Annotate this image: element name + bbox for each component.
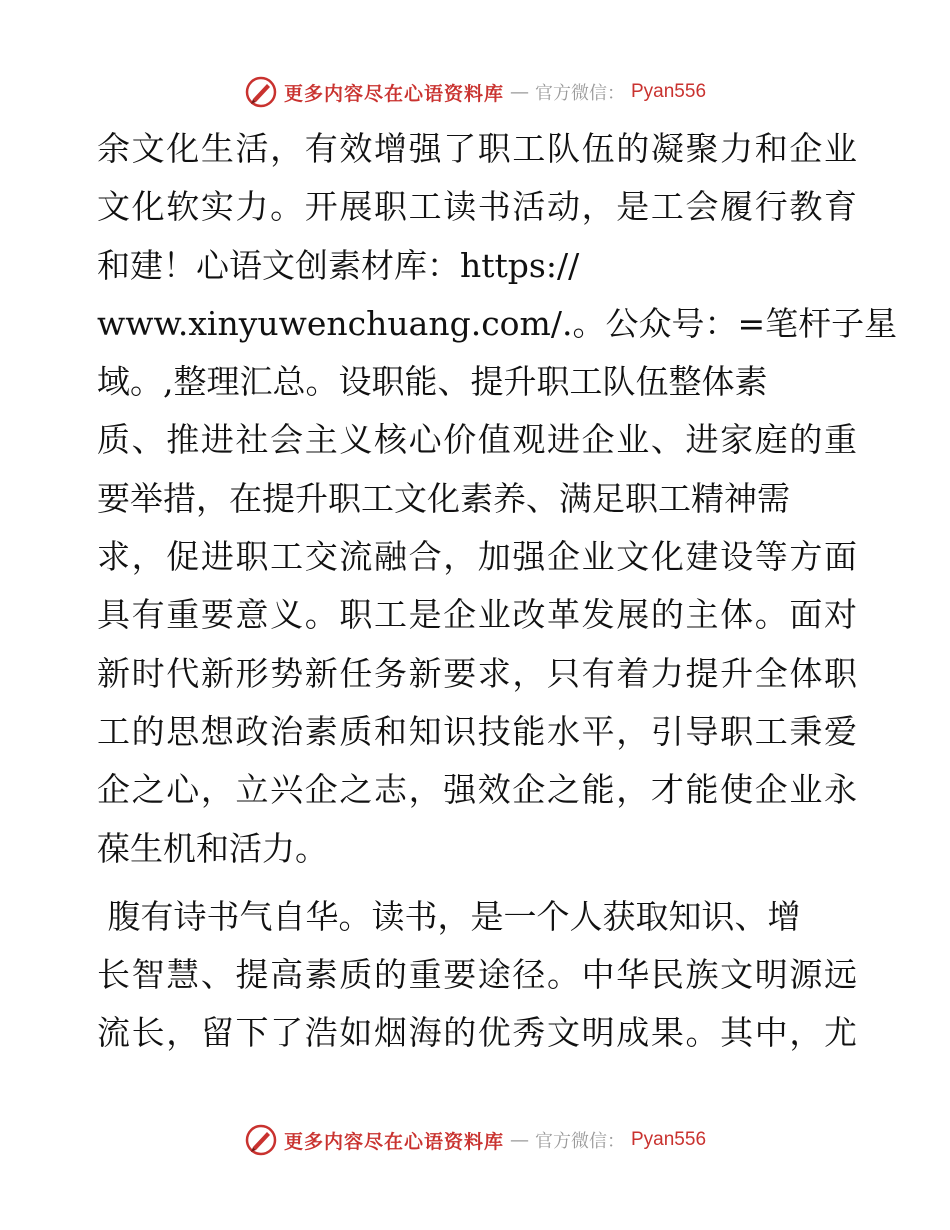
text-line: 流长，留下了浩如烟海的优秀文明成果。其中，尤 bbox=[97, 1013, 857, 1053]
text-line: 质、推进社会主义核心价值观进企业、进家庭的重 bbox=[97, 420, 857, 460]
text-line: 域。,整理汇总。设职能、提升职工队伍整体素 bbox=[97, 362, 768, 402]
text-line: 求，促进职工交流融合，加强企业文化建设等方面 bbox=[97, 537, 857, 577]
text-line: 腹有诗书气自华。读书，是一个人获取知识、增 bbox=[97, 896, 801, 936]
text-line: 企之心，立兴企之志，强效企之能，才能使企业永 bbox=[97, 770, 857, 810]
banner-dash: — bbox=[510, 81, 529, 103]
pen-logo-icon bbox=[244, 1123, 278, 1157]
banner-wechat-label: 官方微信： bbox=[535, 1131, 625, 1152]
text-line: 长智慧、提高素质的重要途径。中华民族文明源远 bbox=[97, 955, 857, 995]
banner-main-text: 更多内容尽在心语资料库 bbox=[283, 82, 504, 105]
text-line: 具有重要意义。职工是企业改革发展的主体。面对 bbox=[97, 595, 857, 635]
header-banner bbox=[0, 72, 950, 112]
text-line: 和建！心语文创素材库：https:// bbox=[97, 245, 580, 285]
footer-banner bbox=[0, 1120, 950, 1160]
banner-wechat-label: 官方微信： bbox=[535, 83, 625, 104]
banner-dash: — bbox=[510, 1129, 529, 1151]
text-line: 文化软实力。开展职工读书活动，是工会履行教育 bbox=[97, 187, 857, 227]
text-line: 要举措，在提升职工文化素养、满足职工精神需 bbox=[97, 478, 790, 518]
banner-main-text: 更多内容尽在心语资料库 bbox=[283, 1130, 504, 1153]
paragraph-gap bbox=[97, 878, 857, 888]
document-body bbox=[97, 120, 898, 1063]
paragraph-2 bbox=[97, 888, 857, 1063]
text-line: www.xinyuwenchuang.com/.。公众号：=笔杆子星 bbox=[97, 303, 898, 343]
pen-logo-icon bbox=[244, 75, 278, 109]
text-line: 工的思想政治素质和知识技能水平，引导职工秉爱 bbox=[97, 711, 857, 751]
paragraph-1 bbox=[97, 120, 898, 878]
text-line: 余文化生活，有效增强了职工队伍的凝聚力和企业 bbox=[97, 129, 857, 168]
text-line: 葆生机和活力。 bbox=[97, 828, 328, 868]
text-line: 新时代新形势新任务新要求，只有着力提升全体职 bbox=[97, 653, 857, 693]
banner-wechat-id: Pyan556 bbox=[631, 1129, 707, 1150]
banner-wechat-id: Pyan556 bbox=[631, 81, 707, 102]
